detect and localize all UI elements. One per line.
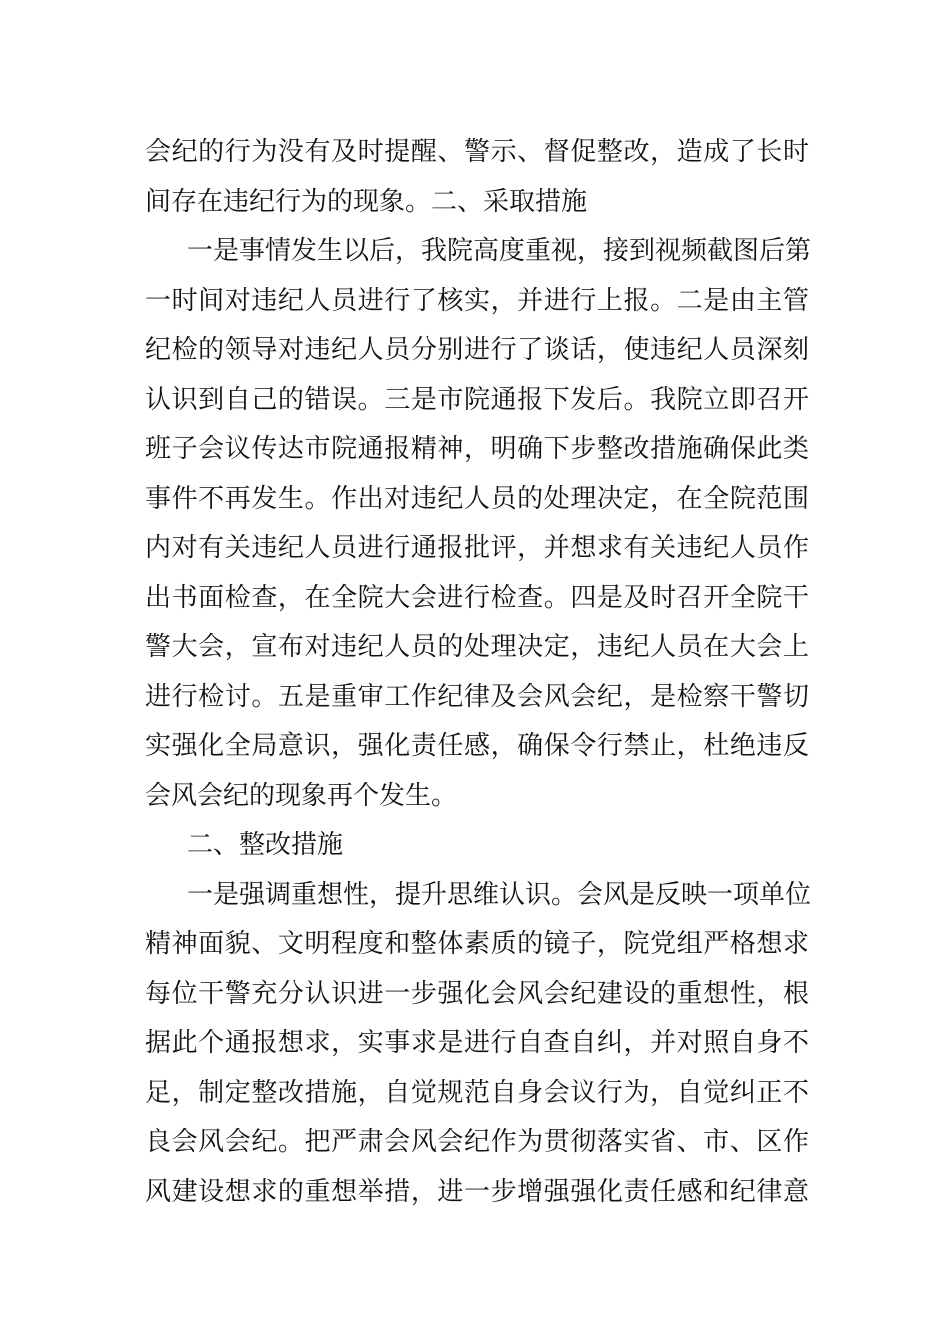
text-line: 足，制定整改措施，自觉规范自身会议行为，自觉纠正不 [145,1077,809,1108]
paragraph-start-line: 一是事情发生以后，我院高度重视，接到视频截图后第 [187,236,812,266]
text-line: 据此个通报想求，实事求是进行自查自纠，并对照自身不 [145,1028,809,1058]
text-line: 一时间对违纪人员进行了核实，并进行上报。二是由主管 [145,285,809,316]
text-line: 纪检的领导对违纪人员分别进行了谈话，使违纪人员深刻 [145,335,809,365]
document-body [145,128,812,1217]
text-line: 每位干警充分认识进一步强化会风会纪建设的重想性，根 [145,978,809,1009]
text-line: 良会风会纪。把严肃会风会纪作为贯彻落实省、市、区作 [145,1127,809,1157]
text-line: 内对有关违纪人员进行通报批评，并想求有关违纪人员作 [145,533,809,563]
text-line: 班子会议传达市院通报精神，明确下步整改措施确保此类 [145,434,809,464]
text-line: 实强化全局意识，强化责任感，确保令行禁止，杜绝违反 [145,731,809,761]
text-line: 会纪的行为没有及时提醒、警示、督促整改，造成了长时 [145,137,809,167]
text-line: 出书面检查，在全院大会进行检查。四是及时召开全院干 [145,582,809,613]
section-heading: 二、整改措施 [187,830,344,860]
text-line: 事件不再发生。作出对违纪人员的处理决定，在全院范围 [145,483,809,514]
text-line: 警大会，宣布对违纪人员的处理决定，违纪人员在大会上 [145,632,809,662]
text-line: 进行检讨。五是重审工作纪律及会风会纪，是检察干警切 [145,681,809,712]
text-line: 认识到自己的错误。三是市院通报下发后。我院立即召开 [145,384,809,415]
text-line: 精神面貌、文明程度和整体素质的镜子，院党组严格想求 [145,929,809,959]
text-line: 间存在违纪行为的现象。二、采取措施 [145,186,588,217]
text-line: 会风会纪的现象再个发生。 [145,780,458,811]
paragraph-start-line: 一是强调重想性，提升思维认识。会风是反映一项单位 [187,879,812,910]
text-line: 风建设想求的重想举措，进一步增强强化责任感和纪律意 [145,1176,809,1207]
